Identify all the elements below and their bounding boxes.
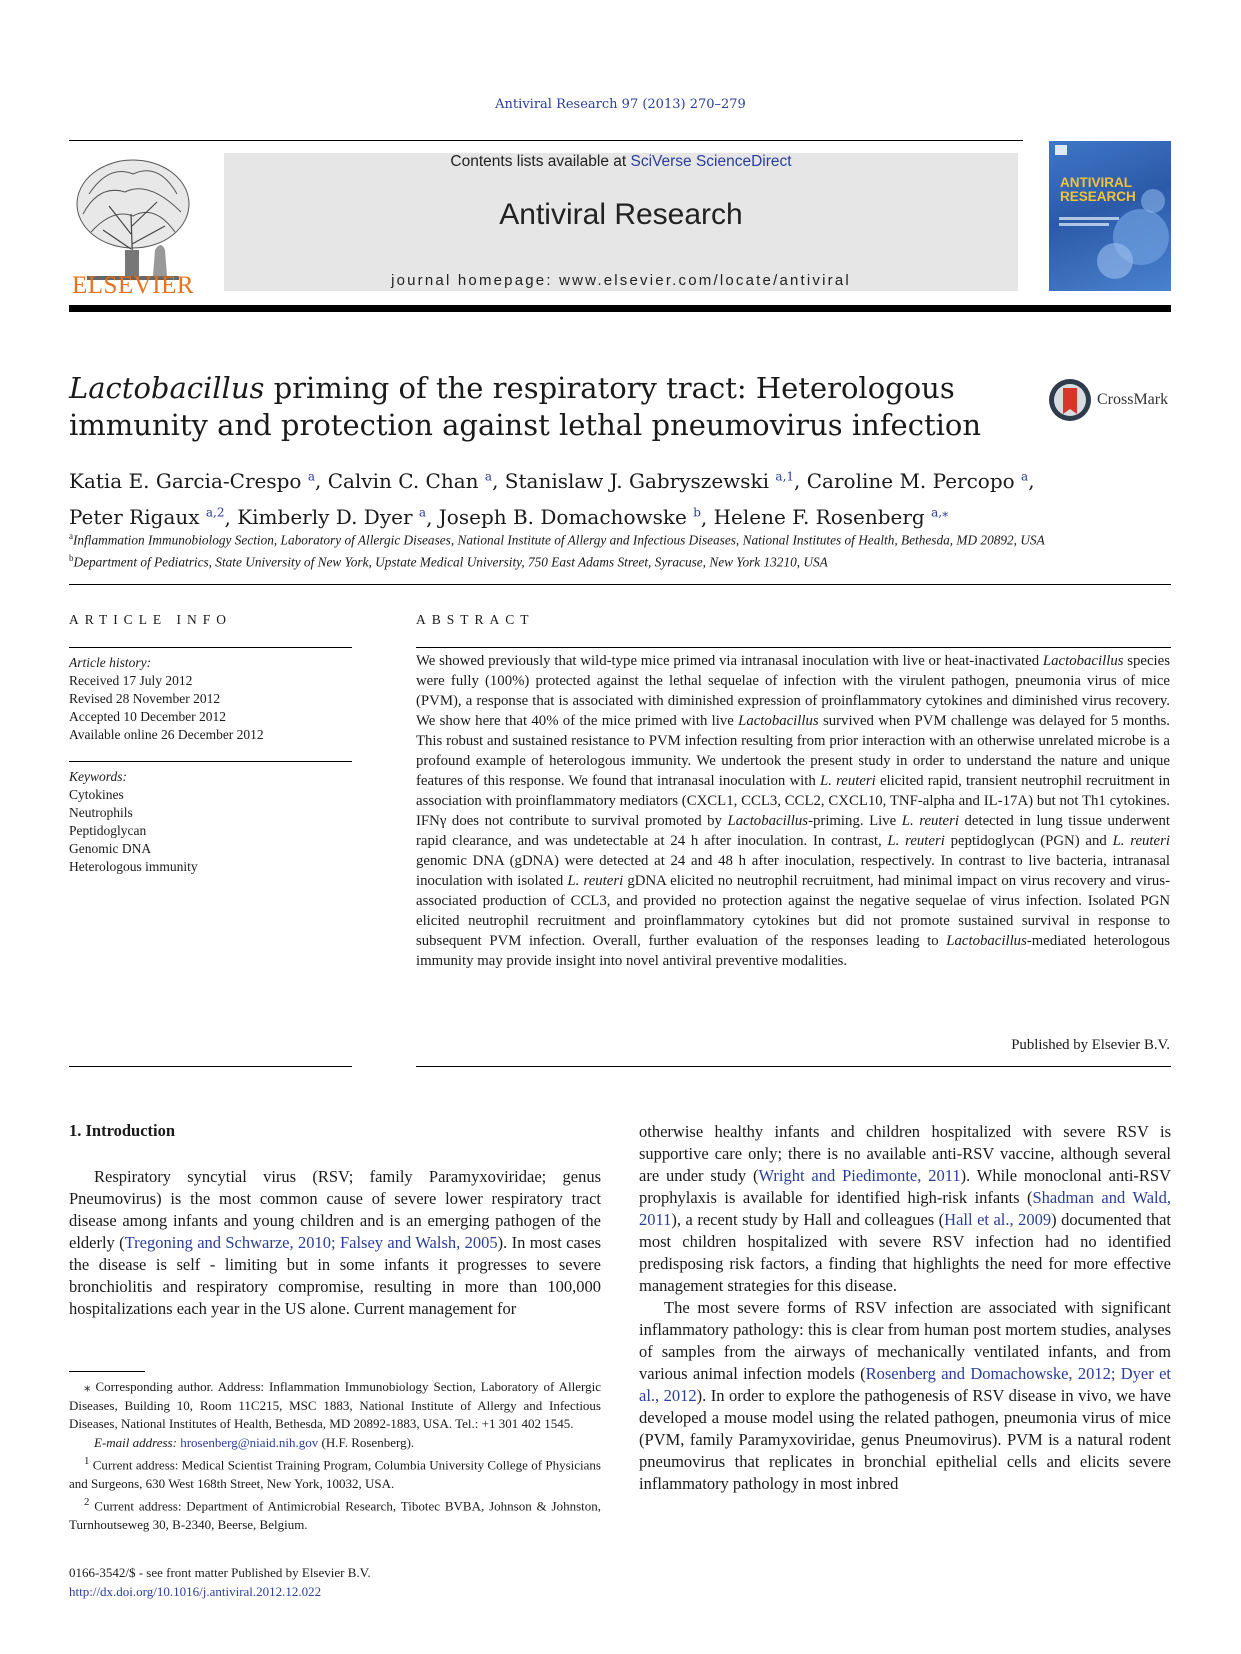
contents-prefix: Contents lists available at [450, 153, 631, 170]
crossmark-label[interactable]: CrossMark [1097, 391, 1169, 408]
author[interactable]: Helene F. Rosenberg $^{a,⁎}$ [713, 505, 949, 530]
cover-title-line2: RESEARCH [1060, 189, 1136, 204]
contents-line [224, 153, 1018, 171]
article-history [69, 654, 351, 744]
affiliation-a: $^a$Inflammation Immunobiology Section, Laboratory of Allergic Diseases, National Institute of Allergy and Infectious Diseases, National Institutes of Health, Bethesda, MD 20892, USA [69, 531, 1045, 548]
section-rule [69, 584, 1171, 585]
footnotes [69, 1378, 601, 1535]
author[interactable]: Calvin C. Chan $^a$ [327, 468, 493, 493]
journal-citation[interactable]: Antiviral Research 97 (2013) 270–279 [495, 97, 746, 112]
email-note: E-mail address: hrosenberg@niaid.nih.gov (H.F. Rosenberg). [94, 1434, 415, 1450]
keyword: Genomic DNA [69, 841, 152, 856]
title-rest: priming of the respiratory tract: Heterologous immunity and protection against lethal pneumovirus infection [69, 371, 982, 442]
footnote-rule [69, 1371, 145, 1372]
crossmark-icon[interactable] [1048, 378, 1092, 422]
cover-title [1060, 176, 1136, 204]
bottom-info [69, 1563, 371, 1601]
reference-link[interactable]: Shadman and Wald, 2011 [639, 1188, 1171, 1229]
author[interactable]: Joseph B. Domachowske $^b$ [438, 505, 701, 530]
intro-paragraph: otherwise healthy infants and children hospitalized with severe RSV is supportive care only; there is no available anti-RSV vaccine, although several are under study (Wright and Piedimonte, 2011). While monoclonal anti-RSV prophylaxis is available for identified high-risk infants (Shadman and Wald, 2011), a recent study by Hall and colleagues (Hall et al., 2009) documented that most children hospitalized with severe RSV infection had no identified predisposing risk factors, a finding that highlights the need for more effective management strategies for this disease. [639, 1122, 1172, 1295]
keyword: Cytokines [69, 787, 124, 802]
footnote-1: $^1$ Current address: Medical Scientist Training Program, Columbia University College of Physicians and Surgeons, 630 West 168th Street, New York, 10032, USA. [69, 1455, 601, 1491]
journal-homepage[interactable]: journal homepage: www.elsevier.com/locate/antiviral [391, 272, 851, 289]
header-thick-rule [69, 305, 1171, 312]
article-info-rule [69, 647, 352, 648]
cover-art [1049, 141, 1171, 291]
history-online: Available online 26 December 2012 [69, 727, 264, 742]
reference-link[interactable]: Tregoning and Schwarze, 2010; Falsey and Walsh, 2005 [124, 1233, 498, 1252]
keywords [69, 768, 351, 876]
abstract-text: We showed previously that wild-type mice primed via intranasal inoculation with live or heat-inactivated Lactobacillus species were fully (100%) protected against the lethal sequelae of infection with the virulent pathogen, pneumonia virus of mice (PVM), a response that is associated with diminished expression of proinflammatory cytokines and diminished virus recovery. We show here that 40% of the mice primed with live Lactobacillus survived when PVM challenge was delayed for 5 months. This robust and sustained resistance to PVM infection resulting from prior interaction with an otherwise unrelated microbe is a profound example of heterologous immunity. We undertook the present study in order to understand the nature and unique features of this response. We found that intranasal inoculation with L. reuteri elicited rapid, transient neutrophil recruitment in association with proinflammatory mediators (CXCL1, CCL3, CCL2, CXCL10, TNF-alpha and IL-17A) but not Th1 cytokines. IFNγ does not contribute to survival promoted by Lactobacillus-priming. Live L. reuteri detected in lung tissue underwent rapid clearance, and was undetectable at 24 h after inoculation. In contrast, L. reuteri peptidoglycan (PGN) and L. reuteri genomic DNA (gDNA) were detected at 24 and 48 h after inoculation, respectively. In contrast to live bacteria, intranasal inoculation with isolated L. reuteri gDNA elicited no neutrophil recruitment, had minimal impact on virus recovery and virus-associated production of CCL3, and provided no protection against the negative sequelae of virus infection. Isolated PGN elicited neutrophil recruitment and proinflammatory cytokines but did not promote sustained survival in response to subsequent PVM infection. Overall, further evaluation of the responses leading to Lactobacillus-mediated heterologous immunity may provide insight into novel antiviral preventive modalities. [416, 653, 1171, 969]
author[interactable]: Stanislaw J. Gabryszewski $^{a,1}$ [504, 468, 795, 493]
author-list: Katia E. Garcia-Crespo $^a$, Calvin C. Chan $^a$, Stanislaw J. Gabryszewski $^{a,1}$, Caroline M. Percopo $^a$, Peter Rigaux $^{a,2}$, Kimberly D. Dyer $^a$, Joseph B. Domachowske $^b$, Helene F. Rosenberg $^{a,⁎}$ [69, 468, 1035, 530]
intro-paragraph: Respiratory syncytial virus (RSV; family Paramyxoviridae; genus Pneumovirus) is the most common cause of severe lower respiratory tract disease among infants and young children and is an emerging pathogen of the elderly (Tregoning and Schwarze, 2010; Falsey and Walsh, 2005). In most cases the disease is self - limiting but in some infants it progresses to severe bronchiolitis and respiratory compromise, resulting in more than 100,000 hospitalizations each year in the US alone. Current management for [69, 1167, 601, 1318]
corresponding-author-note: ⁎ Corresponding author. Address: Inflammation Immunobiology Section, Laboratory of Allergic Diseases, Building 10, Room 11C215, MSC 1883, National Institute of Allergy and Infectious Diseases, National Institutes of Health, Bethesda, MD 20892-1883, USA. Tel.: +1 301 402 1545. [69, 1379, 601, 1431]
keyword: Neutrophils [69, 805, 133, 820]
reference-link[interactable]: Hall et al., 2009 [944, 1210, 1052, 1229]
history-received: Received 17 July 2012 [69, 673, 193, 688]
article-info-heading: ARTICLE INFO [69, 612, 233, 627]
history-label: Article history: [69, 655, 152, 670]
keyword: Peptidoglycan [69, 823, 147, 838]
intro-right-column [639, 1121, 1171, 1495]
abstract-rule [416, 647, 1171, 648]
article-title [69, 370, 1029, 444]
keyword: Heterologous immunity [69, 859, 198, 874]
intro-left-column [69, 1166, 601, 1320]
published-by: Published by Elsevier B.V. [1011, 1037, 1170, 1053]
email-link[interactable]: hrosenberg@niaid.nih.gov [180, 1434, 319, 1450]
abstract-bottom-rule [416, 1066, 1171, 1067]
introduction-heading: 1. Introduction [69, 1121, 176, 1140]
issn-line: 0166-3542/$ - see front matter Published by Elsevier B.V. [69, 1565, 371, 1580]
elsevier-wordmark: ELSEVIER [71, 272, 195, 299]
history-revised: Revised 28 November 2012 [69, 691, 221, 706]
journal-title: Antiviral Research [499, 198, 743, 231]
keywords-rule [69, 761, 352, 762]
reference-link[interactable]: Wright and Piedimonte, 2011 [758, 1166, 961, 1185]
author[interactable]: Peter Rigaux $^{a,2}$ [69, 505, 225, 530]
intro-paragraph: The most severe forms of RSV infection are associated with significant inflammatory pathology: this is clear from human post mortem studies, analyses of samples from the airways of mechanically ventilated infants, and from various animal infection models (Rosenberg and Domachowske, 2012; Dyer et al., 2012). In order to explore the pathogenesis of RSV disease in vivo, we have developed a mouse model using the related pathogen, pneumonia virus of mice (PVM, family Paramyxoviridae, genus Pneumovirus). PVM is a natural rodent pneumovirus that replicates in bronchial epithelial cells and elicits severe inflammatory pathology in most inbred [639, 1298, 1171, 1493]
article-info-bottom-rule [69, 1066, 352, 1067]
cover-title-line1: ANTIVIRAL [1060, 175, 1132, 190]
keywords-label: Keywords: [69, 769, 127, 784]
title-italic: Lactobacillus [69, 371, 265, 405]
author[interactable]: Kimberly D. Dyer $^a$ [237, 505, 427, 530]
sciencedirect-link[interactable]: SciVerse ScienceDirect [630, 153, 792, 170]
author[interactable]: Caroline M. Percopo $^a$ [806, 468, 1029, 493]
affiliation-b: $^b$Department of Pediatrics, State University of New York, Upstate Medical University, 750 East Adams Street, Syracuse, New York 13210, USA [69, 553, 828, 570]
abstract-heading: ABSTRACT [416, 612, 535, 627]
author[interactable]: Katia E. Garcia-Crespo $^a$ [69, 468, 315, 493]
journal-cover-image [1049, 141, 1171, 291]
reference-link[interactable]: Rosenberg and Domachowske, 2012; Dyer et al., 2012 [639, 1364, 1171, 1405]
footnote-2: $^2$ Current address: Department of Antimicrobial Research, Tibotec BVBA, Johnson & Johnston, Turnhoutseweg 30, B-2340, Beerse, Belgium. [69, 1496, 601, 1533]
affiliations [69, 527, 1173, 572]
doi-link[interactable]: http://dx.doi.org/10.1016/j.antiviral.2012.12.022 [69, 1584, 322, 1599]
header-rule [69, 140, 1023, 141]
history-accepted: Accepted 10 December 2012 [69, 709, 227, 724]
